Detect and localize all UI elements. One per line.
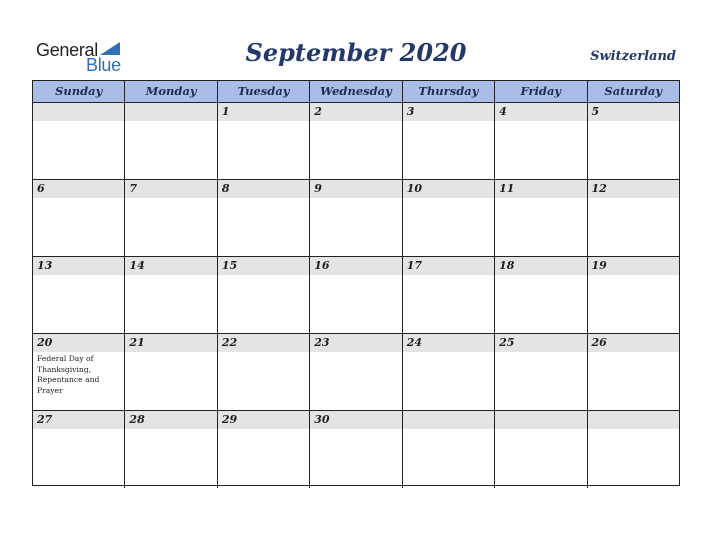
weekday-monday: Monday: [125, 81, 217, 102]
day-cell[interactable]: [403, 257, 495, 333]
day-cell[interactable]: [588, 180, 679, 256]
calendar-grid: [32, 80, 680, 486]
day-cell[interactable]: [125, 257, 217, 333]
day-number: 27: [33, 411, 124, 429]
weekday-wednesday: Wednesday: [310, 81, 402, 102]
weeks-container: [33, 103, 679, 488]
day-number: 3: [403, 103, 494, 121]
day-cell[interactable]: [218, 103, 310, 179]
day-number: 24: [403, 334, 494, 352]
day-number: 4: [495, 103, 586, 121]
day-number: 22: [218, 334, 309, 352]
day-number: 23: [310, 334, 401, 352]
day-cell[interactable]: [310, 334, 402, 410]
day-cell[interactable]: [218, 257, 310, 333]
day-number: 29: [218, 411, 309, 429]
day-cell[interactable]: [125, 411, 217, 488]
day-number: [403, 411, 494, 429]
weekday-sunday: Sunday: [33, 81, 125, 102]
week-row: [33, 103, 679, 180]
general-blue-logo: [36, 40, 136, 74]
logo-triangle-icon: [100, 42, 120, 55]
day-number: 7: [125, 180, 216, 198]
day-cell[interactable]: [588, 257, 679, 333]
day-cell[interactable]: [403, 180, 495, 256]
day-cell[interactable]: [218, 180, 310, 256]
week-row: [33, 257, 679, 334]
day-cell[interactable]: [588, 411, 679, 488]
day-number: [495, 411, 586, 429]
day-number: 9: [310, 180, 401, 198]
day-number: [33, 103, 124, 121]
day-cell[interactable]: [310, 180, 402, 256]
day-cell[interactable]: [33, 180, 125, 256]
weekday-header-row: [33, 81, 679, 103]
day-cell[interactable]: [33, 411, 125, 488]
day-number: 30: [310, 411, 401, 429]
day-cell[interactable]: [495, 180, 587, 256]
day-cell[interactable]: [125, 334, 217, 410]
day-number: 6: [33, 180, 124, 198]
day-number: 20: [33, 334, 124, 352]
day-cell[interactable]: [125, 103, 217, 179]
day-number: 1: [218, 103, 309, 121]
day-number: 14: [125, 257, 216, 275]
day-number: 28: [125, 411, 216, 429]
day-number: 16: [310, 257, 401, 275]
week-row: [33, 334, 679, 411]
day-number: [125, 103, 216, 121]
day-cell[interactable]: [218, 411, 310, 488]
day-number: 5: [588, 103, 679, 121]
day-number: 21: [125, 334, 216, 352]
day-cell[interactable]: [218, 334, 310, 410]
day-number: 11: [495, 180, 586, 198]
day-number: [588, 411, 679, 429]
weekday-tuesday: Tuesday: [218, 81, 310, 102]
day-cell[interactable]: [33, 103, 125, 179]
day-cell[interactable]: [33, 334, 125, 410]
day-cell[interactable]: [125, 180, 217, 256]
day-cell[interactable]: [495, 334, 587, 410]
day-cell[interactable]: [495, 257, 587, 333]
day-number: 17: [403, 257, 494, 275]
day-cell[interactable]: [403, 411, 495, 488]
day-cell[interactable]: [403, 103, 495, 179]
calendar-title: September 2020: [245, 38, 467, 67]
weekday-friday: Friday: [495, 81, 587, 102]
day-number: 12: [588, 180, 679, 198]
weekday-saturday: Saturday: [604, 84, 663, 98]
day-number: 26: [588, 334, 679, 352]
day-number: 18: [495, 257, 586, 275]
week-row: [33, 411, 679, 488]
logo-text-blue: Blue: [86, 55, 121, 75]
weekday-thursday: Thursday: [403, 81, 495, 102]
day-cell[interactable]: [588, 334, 679, 410]
holiday-label: Federal Day of Thanksgiving, Repentance and Prayer: [37, 354, 100, 395]
day-number: 8: [218, 180, 309, 198]
day-cell[interactable]: [33, 257, 125, 333]
day-number: 13: [33, 257, 124, 275]
day-cell[interactable]: [310, 411, 402, 488]
logo-text-general: General: [36, 40, 98, 60]
day-number: 25: [495, 334, 586, 352]
day-number: 10: [403, 180, 494, 198]
day-number: 19: [588, 257, 679, 275]
week-row: [33, 180, 679, 257]
day-cell[interactable]: [310, 257, 402, 333]
day-cell[interactable]: [588, 103, 679, 179]
day-cell[interactable]: [495, 103, 587, 179]
day-number: 15: [218, 257, 309, 275]
day-cell[interactable]: [403, 334, 495, 410]
day-number: 2: [310, 103, 401, 121]
day-cell[interactable]: [495, 411, 587, 488]
country-label: Switzerland: [590, 49, 676, 64]
day-cell[interactable]: [310, 103, 402, 179]
